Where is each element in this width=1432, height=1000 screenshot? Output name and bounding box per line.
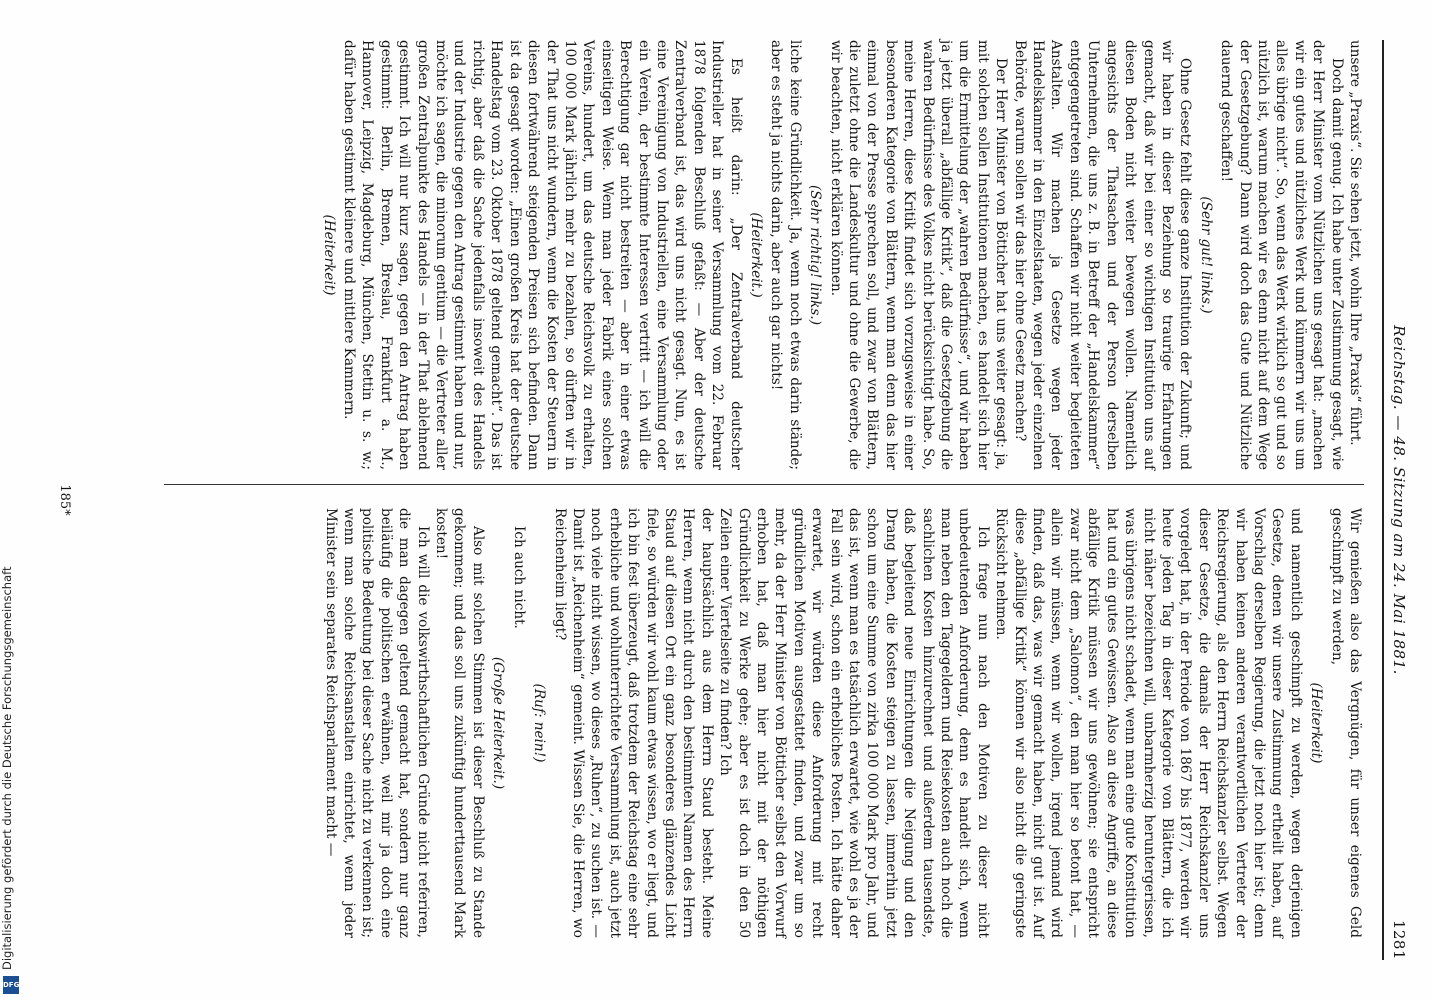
column-divider [164, 484, 1364, 485]
remark: (Sehr gut! links.) [1197, 196, 1214, 314]
paragraph: Also mit solchen Stimmen ist dieser Beschluß zu Stande gekommen; und das soll uns zukünftig hunderttausend Mark kosten! [433, 508, 486, 938]
remark: (Ruf: nein!) [531, 683, 548, 763]
remark: (Heiterkeit) [320, 214, 337, 296]
paragraph: Ich frage nun nach den Motiven zu dieser nicht unbedeutenden Anforderung, denn es handelt sich, wenn man neben den Tagegeldern und Reisekosten auch noch die sachlichen Kosten hinzurechnet und außerdem tausendste, daß begleitend neue Einrichtungen die Neigung und den Drang haben, die Kosten steigen zu lassen, immerhin jetzt schon um eine Summe von zirka 100 000 Mark pro Jahr, und das ist, wenn man es tatsächlich erwartet, wie wohl es ja der Fall sein wird, schon ein erhebliches Posten. Ich hätte daher erwartet, wir würden diese Anforderung mit recht gründlichen Motiven ausgestattet finden, und zwar um so mehr, da der Herr Minister von Bötticher selbst den Vorwurf erhoben hat, daß man hier nicht mit der nöthigen Gründlichkeit zu Werke gehe; aber es ist doch in den 50 Zeilen einer Viertelseite zu finden? Ich [717, 508, 991, 938]
page-header [1378, 40, 1408, 960]
dfg-logo-icon: DFG [3, 976, 19, 994]
remark: (Heiterkeit) [1308, 682, 1325, 764]
signature-mark: 185* [57, 484, 72, 516]
column-left [321, 508, 1364, 938]
digitization-credit [0, 0, 22, 1000]
paragraph: liche keine Gründlichkeit. Ja, wenn noch etwas darin stände; aber es steht ja nichts darin, aber auch gar nichts! [768, 40, 803, 470]
paragraph: und namentlich geschimpft zu werden, wegen derjenigen Gesetze, denen wir unsere Zustimmung ertheilt haben, auf Vorschlag derselben Regierung, die jetzt noch hier ist; denn wir haben keinen anderen verantwortlichen Vertreter der Reichsregierung, als den Herrn Reichskanzler selbst. Wegen dieser Gesetze, die damals der Herr Reichskanzler uns vorgelegt hat, in der Periode von 1867 bis 1877, werden wir heute jeden Tag in dieser Kategorie von Blättern, die ich nicht näher bezeichnen will, unbarmherzig heruntergerissen, was übrigens nicht schadet, wenn man eine gute Konstitution hat und ein gutes Gewissen. Also an diese Angriffe, an diese abfällige Kritik müssen wir uns gewöhnen; sie entspricht zwar nicht dem „Salomon“, den man hier so betont hat, — allein wir müssen, wenn wir wollen, irgend jemand wird finden, daß das, was wir gemacht haben, nicht gut ist. Auf diese „abfällige Kritik“ können wir also nicht die geringste Rücksicht nehmen. [993, 508, 1304, 938]
remark: (Große Heiterkeit.) [490, 656, 507, 790]
paragraph: Doch damit genug. Ich habe unter Zustimmung gesagt, wie der Herr Minister vom Nützlichen uns gesagt hat: „machen wir ein gutes und nützliches Werk und kümmern wir uns um alles übrige nicht“. So, wenn das Werk wirklich so gut und so nützlich ist, warum machen wir es denn nicht auf dem Wege der Gesetzgebung? Dann wird doch das Gute und Nützliche dauernd geschaffen! [1218, 40, 1345, 470]
paragraph: Wir genießen also das Vergnügen, für unser eigenes Geld geschimpft zu werden, [1328, 508, 1363, 938]
paragraph: Der Herr Minister von Bötticher hat uns weiter gesagt: ja, mit solchen sollen Institutionen machen, es handelt sich hier um die Ermittelung der „wahren Bedürfnisse“, und wir haben ja jetzt überall „abfällige Kritik“, daß die Gesetzgebung die wahren Bedürfnisse des Volkes nicht berücksichtigt habe. So, meine Herren, diese Kritik findet sich vorzugsweise in einer besonderen Kategorie von Blättern, wenn man denn das hier einmal von der Presse sprechen soll, und zwar von Blättern, die zuletzt ohne die Landeskultur und ohne die Gewerbe, die wir beachten, nicht erklären können. [827, 40, 1010, 470]
remark: (Heiterkeit.) [748, 212, 764, 298]
paragraph: Ich will die volkswirthschaftlichen Gründe nicht referiren, die man dagegen geltend gemacht hat, sondern nur ganz beiläufig die politischen erwähnen, weil mir ja doch eine politische Bedeutung bei dieser Sache nicht zu verkennen ist; wenn man solche Reichsanstalten einrichtet, wenn jeder Minister sein separates Reichsparlament macht — [322, 508, 431, 938]
remark: (Sehr richtig! links.) [807, 184, 824, 326]
credit-text: Digitalisierung gefördert durch die Deutsche Forschungsgemeinschaft [0, 566, 14, 970]
paragraph: Es heißt darin: „Der Zentralverband deutscher Industrieller hat in seiner Versammlung vom 22. Februar 1878 folgenden Beschluß gefaßt: — Aber der deutsche Zentralverband ist, das wird uns nicht gesagt. Nun, es ist eine Vereinigung von Industriellen, eine Versammlung oder ein Verein, der bestimmte Interessen vertritt — ich will die Berechtigung gar nicht bestreiten — aber in einer etwas einseitigen Weise. Wenn man jeder Fabrik eines solchen Vereins, hundert, um das deutsche Reichsvolk zu erhalten, 100 000 Mark jährlich mehr zu bezahlen, so dürften wir in der That uns nicht wundern, wenn die Kosten der Steuern in diesen fortwährend steigenden Preisen sich befinden. Dann ist da gesagt worden: „Einen großen Kreis hat der deutsche Handelstag vom 23. Oktober 1878 geltend gemacht“. Das ist richtig, aber daß die Sache jedenfalls insoweit des Handels und der Industrie gegen den Antrag gestimmt haben und nur, möchte ich sagen, die minorum gentium — die Vertreter aller großen Zentralpunkte des Handels — in der That ablehnend gestimmt. Ich will nur kurz sagen, gegen den Antrag haben gestimmt: Berlin, Bremen, Breslau, Frankfurt a. M., Hannover, Leipzig, Magdeburg, München, Stettin u. s. w.; dafür haben gestimmt kleinere und mittlere Kammern. [341, 40, 744, 470]
paragraph: der hauptsächlich aus dem Herrn Staud besteht. Meine Herren, wenn nicht durch den bestimmten Namen des Herrn Staud auf diesen Ort ein ganz besonderes glänzendes Licht fiele, so würden wir wohl kaum etwas wissen, wo er liegt, und ich bin fest überzeugt, daß trotzdem der Reichstag eine sehr erhebliche und wohlunterrichtete Versammlung ist, auch jetzt noch viele nicht wissen, wo dieses „Ruhen“, zu suchen ist. — Damit ist „Reichenheim“ gemeint. Wissen Sie, die Herren, wo Reichenheim liegt? [551, 508, 715, 938]
column-right [317, 40, 1364, 470]
paragraph: unsere „Praxis“. Sie sehen jetzt, wohin Ihre „Praxis“ führt. [1347, 40, 1363, 446]
header-rule [1382, 40, 1384, 960]
paragraph: Ohne Gesetz fehlt diese ganze Institution der Zukunft; und wir haben in dieser Beziehung so traurige Erfahrungen gemacht, daß wir bei einer so wichtigen Institution uns auf diesen Boden nicht weiter bewegen wollen. Namentlich angesichts der Thatsachen und der Person derselben Unternehmen, die uns z. B. in Betreff der „Handelskammer“ entgegengetreten sind. Schaffen wir nicht weiter begleiteten Anstalten. Wir machen ja Gesetze wegen jeder Handelskammer in den Einzelstaaten, wegen jeder einzelnen Behörde, warum sollen wir das hier ohne Gesetz machen? [1011, 40, 1194, 470]
paragraph: Ich auch nicht. [510, 526, 527, 629]
running-title: Reichstag. — 48. Sitzung am 24. Mai 1881. [1390, 325, 1408, 675]
page-number: 1281 [1390, 919, 1408, 960]
